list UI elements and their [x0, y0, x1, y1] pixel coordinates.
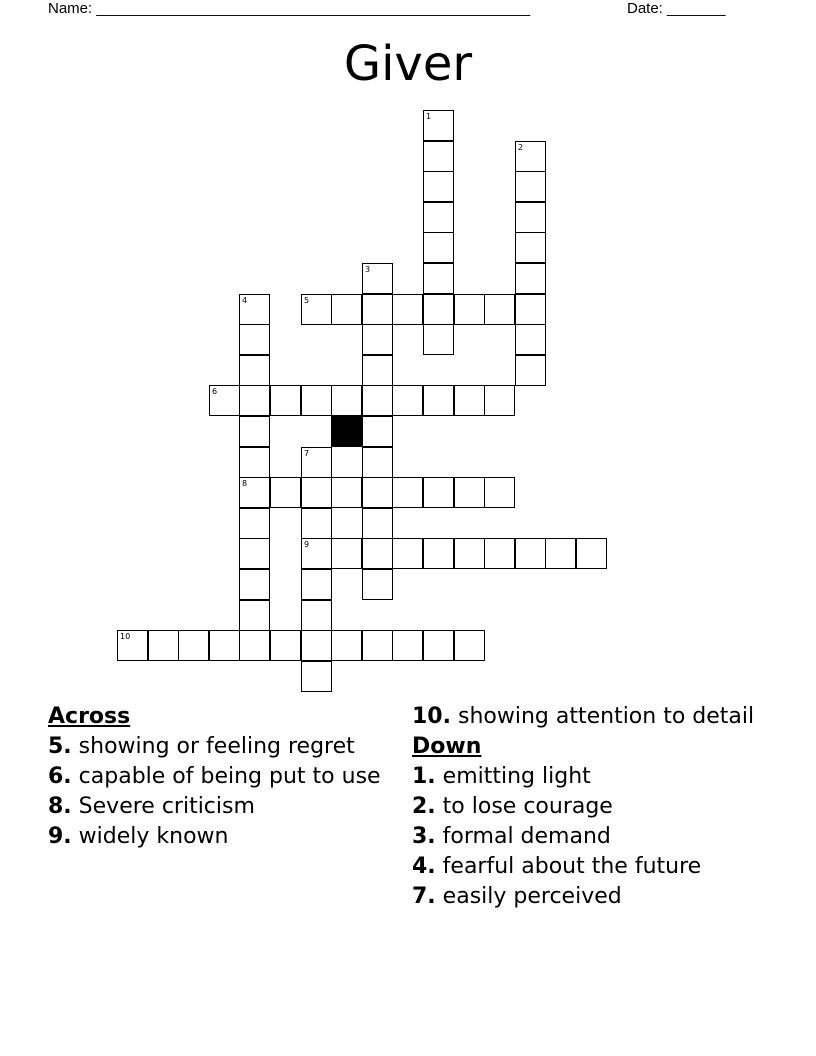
letter-cell[interactable]	[239, 569, 270, 600]
letter-cell[interactable]	[301, 569, 332, 600]
letter-cell[interactable]	[484, 538, 515, 569]
clue-number: 2	[518, 143, 524, 152]
down-heading: Down	[412, 734, 482, 759]
letter-cell[interactable]	[148, 630, 179, 661]
letter-cell[interactable]	[454, 294, 485, 325]
letter-cell[interactable]	[331, 294, 362, 325]
letter-cell[interactable]	[239, 508, 270, 539]
letter-cell[interactable]	[423, 630, 454, 661]
letter-cell[interactable]	[454, 630, 485, 661]
letter-cell[interactable]	[301, 294, 332, 325]
letter-cell[interactable]	[362, 477, 393, 508]
letter-cell[interactable]	[362, 263, 393, 294]
letter-cell[interactable]	[423, 110, 454, 141]
down-clue: 1. emitting light	[412, 764, 591, 789]
clue-number: 7	[304, 449, 310, 458]
letter-cell[interactable]	[239, 600, 270, 631]
letter-cell[interactable]	[545, 538, 576, 569]
letter-cell[interactable]	[515, 141, 546, 172]
letter-cell[interactable]	[392, 630, 423, 661]
letter-cell[interactable]	[362, 416, 393, 447]
letter-cell[interactable]	[362, 385, 393, 416]
letter-cell[interactable]	[515, 324, 546, 355]
letter-cell[interactable]	[331, 630, 362, 661]
clue-number: 6	[212, 387, 218, 396]
down-clue: 3. formal demand	[412, 824, 611, 849]
letter-cell[interactable]	[515, 232, 546, 263]
clue-number: 10	[120, 632, 131, 641]
letter-cell[interactable]	[270, 385, 301, 416]
letter-cell[interactable]	[239, 416, 270, 447]
clue-number: 9	[304, 540, 310, 549]
letter-cell[interactable]	[301, 661, 332, 692]
letter-cell[interactable]	[515, 294, 546, 325]
letter-cell[interactable]	[423, 385, 454, 416]
letter-cell[interactable]	[362, 355, 393, 386]
letter-cell[interactable]	[270, 630, 301, 661]
letter-cell[interactable]	[392, 385, 423, 416]
down-clue: 7. easily perceived	[412, 884, 622, 909]
across-heading: Across	[48, 704, 131, 729]
letter-cell[interactable]	[362, 569, 393, 600]
across-clue: 5. showing or feeling regret	[48, 734, 355, 759]
letter-cell[interactable]	[423, 232, 454, 263]
letter-cell[interactable]	[270, 477, 301, 508]
letter-cell[interactable]	[239, 538, 270, 569]
letter-cell[interactable]	[423, 202, 454, 233]
letter-cell[interactable]	[423, 477, 454, 508]
letter-cell[interactable]	[209, 385, 240, 416]
letter-cell[interactable]	[576, 538, 607, 569]
down-clue: 2. to lose courage	[412, 794, 613, 819]
clues-left-column	[48, 704, 388, 854]
letter-cell[interactable]	[301, 538, 332, 569]
letter-cell[interactable]	[392, 477, 423, 508]
across-clue: 9. widely known	[48, 824, 229, 849]
letter-cell[interactable]	[362, 508, 393, 539]
name-field-label: Name: ____________________________________________________	[48, 0, 531, 17]
letter-cell[interactable]	[392, 538, 423, 569]
letter-cell[interactable]	[331, 477, 362, 508]
letter-cell[interactable]	[239, 294, 270, 325]
letter-cell[interactable]	[239, 477, 270, 508]
date-field-label: Date: _______	[627, 0, 726, 17]
letter-cell[interactable]	[515, 202, 546, 233]
letter-cell[interactable]	[423, 263, 454, 294]
letter-cell[interactable]	[454, 538, 485, 569]
letter-cell[interactable]	[362, 294, 393, 325]
letter-cell[interactable]	[178, 630, 209, 661]
page-title: Giver	[343, 36, 473, 92]
clue-number: 3	[365, 265, 371, 274]
letter-cell[interactable]	[301, 630, 332, 661]
letter-cell[interactable]	[301, 385, 332, 416]
letter-cell[interactable]	[515, 538, 546, 569]
letter-cell[interactable]	[392, 294, 423, 325]
across-clue: 10. showing attention to detail	[412, 704, 755, 729]
letter-cell[interactable]	[301, 477, 332, 508]
letter-cell[interactable]	[362, 324, 393, 355]
letter-cell[interactable]	[454, 385, 485, 416]
letter-cell[interactable]	[301, 508, 332, 539]
letter-cell[interactable]	[484, 385, 515, 416]
letter-cell[interactable]	[484, 477, 515, 508]
clue-number: 4	[242, 296, 248, 305]
across-clue: 8. Severe criticism	[48, 794, 255, 819]
letter-cell[interactable]	[301, 447, 332, 478]
clue-number: 1	[426, 112, 432, 121]
letter-cell[interactable]	[423, 538, 454, 569]
letter-cell[interactable]	[239, 324, 270, 355]
letter-cell[interactable]	[484, 294, 515, 325]
letter-cell[interactable]	[423, 141, 454, 172]
letter-cell[interactable]	[423, 171, 454, 202]
letter-cell[interactable]	[331, 385, 362, 416]
letter-cell[interactable]	[117, 630, 148, 661]
letter-cell[interactable]	[239, 355, 270, 386]
letter-cell[interactable]	[362, 630, 393, 661]
letter-cell[interactable]	[239, 630, 270, 661]
letter-cell[interactable]	[454, 477, 485, 508]
letter-cell[interactable]	[239, 385, 270, 416]
letter-cell[interactable]	[331, 538, 362, 569]
letter-cell[interactable]	[515, 171, 546, 202]
letter-cell[interactable]	[515, 263, 546, 294]
clue-number: 8	[242, 479, 248, 488]
letter-cell[interactable]	[301, 600, 332, 631]
letter-cell[interactable]	[362, 538, 393, 569]
letter-cell[interactable]	[209, 630, 240, 661]
clue-number: 5	[304, 296, 310, 305]
letter-cell[interactable]	[239, 447, 270, 478]
letter-cell[interactable]	[362, 447, 393, 478]
letter-cell[interactable]	[515, 355, 546, 386]
down-clue: 4. fearful about the future	[412, 854, 702, 879]
across-clue: 6. capable of being put to use	[48, 764, 381, 789]
letter-cell[interactable]	[423, 324, 454, 355]
clues-right-column	[412, 704, 772, 914]
letter-cell[interactable]	[423, 294, 454, 325]
block-cell	[331, 416, 362, 447]
